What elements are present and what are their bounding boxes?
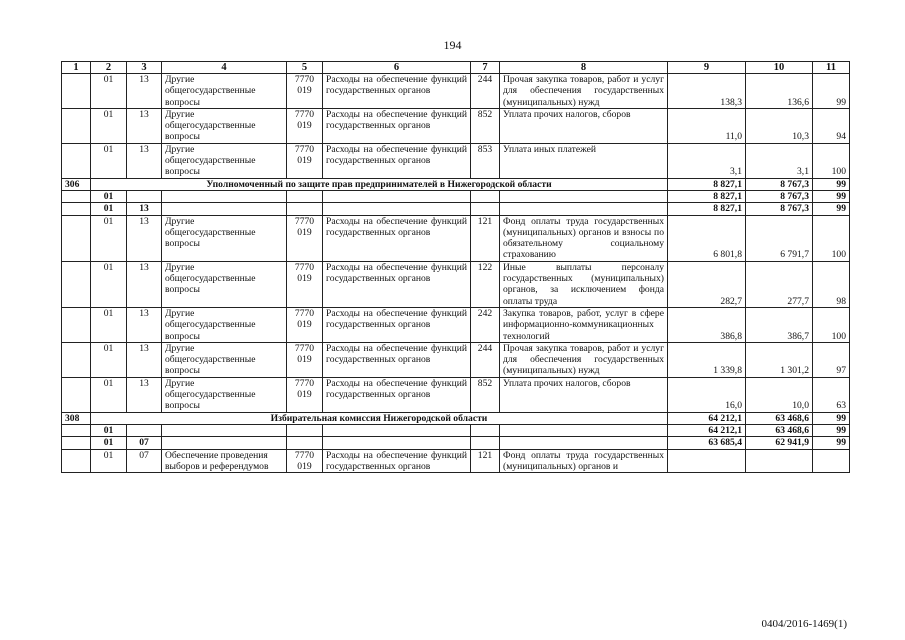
- cell-plan: 63 685,4: [668, 437, 746, 449]
- cell-col1: [62, 342, 91, 377]
- cell-percent: 99: [813, 74, 850, 109]
- cell-expense-type: 121: [471, 215, 500, 261]
- cell-subsection: 13: [127, 307, 162, 342]
- table-row: [62, 74, 850, 109]
- cell-actual: 8 767,3: [746, 178, 813, 190]
- table-row: [62, 307, 850, 342]
- cell-section-name: Другие общегосударственные вопросы: [162, 215, 287, 261]
- cell-empty: [287, 437, 323, 449]
- column-header: 9: [668, 62, 746, 74]
- cell-subsection: 07: [127, 449, 162, 473]
- table-row: [62, 215, 850, 261]
- cell-section: 01: [91, 143, 127, 178]
- cell-expense-type: 244: [471, 342, 500, 377]
- cell-actual: 3,1: [746, 143, 813, 178]
- cell-target-name: Расходы на обеспечение функций государственных органов: [323, 143, 471, 178]
- cell-percent: 63: [813, 377, 850, 412]
- cell-empty: [471, 190, 500, 202]
- cell-col1: [62, 190, 91, 202]
- table-row: [62, 261, 850, 307]
- cell-percent: 99: [813, 412, 850, 424]
- cell-section-name: Другие общегосударственные вопросы: [162, 307, 287, 342]
- cell-section: 01: [91, 261, 127, 307]
- cell-actual: 63 468,6: [746, 424, 813, 436]
- cell-expense-type: 852: [471, 377, 500, 412]
- cell-target-name: Расходы на обеспечение функций государственных органов: [323, 377, 471, 412]
- cell-plan: 11,0: [668, 108, 746, 143]
- cell-subsection: 13: [127, 108, 162, 143]
- table-row: [62, 190, 850, 202]
- cell-plan: 1 339,8: [668, 342, 746, 377]
- cell-section-name: Другие общегосударственные вопросы: [162, 261, 287, 307]
- cell-empty: [500, 203, 668, 215]
- cell-section: 01: [91, 108, 127, 143]
- cell-actual: 8 767,3: [746, 190, 813, 202]
- cell-empty: [500, 424, 668, 436]
- cell-target-code: 7770 019: [287, 307, 323, 342]
- cell-col1: [62, 307, 91, 342]
- cell-plan: 138,3: [668, 74, 746, 109]
- cell-actual: [746, 449, 813, 473]
- cell-expense-type: 853: [471, 143, 500, 178]
- column-header: 5: [287, 62, 323, 74]
- cell-expense-name: Прочая закупка товаров, работ и услуг для обеспечения государственных (муниципальных) нужд: [500, 74, 668, 109]
- cell-percent: 97: [813, 342, 850, 377]
- cell-empty: [162, 424, 287, 436]
- cell-empty: [287, 190, 323, 202]
- cell-actual: 386,7: [746, 307, 813, 342]
- cell-empty: [323, 437, 471, 449]
- cell-target-code: 7770 019: [287, 261, 323, 307]
- cell-plan: 8 827,1: [668, 203, 746, 215]
- document-code: 0404/2016-1469(1): [761, 618, 847, 630]
- cell-target-code: 7770 019: [287, 342, 323, 377]
- cell-expense-type: 121: [471, 449, 500, 473]
- column-header: 7: [471, 62, 500, 74]
- cell-col1: [62, 437, 91, 449]
- table-row: [62, 377, 850, 412]
- cell-plan: [668, 449, 746, 473]
- cell-col1: [62, 261, 91, 307]
- cell-section-name: Другие общегосударственные вопросы: [162, 377, 287, 412]
- cell-actual: 62 941,9: [746, 437, 813, 449]
- cell-col1: [62, 143, 91, 178]
- cell-section-name: Другие общегосударственные вопросы: [162, 143, 287, 178]
- cell-expense-name: Иные выплаты персоналу государственных (муниципальных) органов, за исключением фонда оплаты труда: [500, 261, 668, 307]
- cell-section: 01: [91, 342, 127, 377]
- cell-target-name: Расходы на обеспечение функций государственных органов: [323, 74, 471, 109]
- column-header: 10: [746, 62, 813, 74]
- cell-percent: 99: [813, 190, 850, 202]
- cell-col1: [62, 377, 91, 412]
- cell-actual: 10,0: [746, 377, 813, 412]
- cell-subsection: 13: [127, 74, 162, 109]
- cell-plan: 386,8: [668, 307, 746, 342]
- cell-expense-type: 244: [471, 74, 500, 109]
- cell-section: 01: [91, 437, 127, 449]
- cell-target-name: Расходы на обеспечение функций государственных органов: [323, 307, 471, 342]
- cell-empty: [471, 424, 500, 436]
- cell-org-title: Избирательная комиссия Нижегородской области: [91, 412, 668, 424]
- cell-subsection: [127, 424, 162, 436]
- cell-percent: 99: [813, 437, 850, 449]
- cell-plan: 3,1: [668, 143, 746, 178]
- column-header: 3: [127, 62, 162, 74]
- table-row: [62, 437, 850, 449]
- cell-actual: 277,7: [746, 261, 813, 307]
- cell-subsection: 13: [127, 261, 162, 307]
- cell-expense-type: 852: [471, 108, 500, 143]
- column-number-row: [62, 62, 850, 74]
- column-header: 1: [62, 62, 91, 74]
- cell-empty: [323, 424, 471, 436]
- cell-expense-name: Закупка товаров, работ, услуг в сфере информационно-коммуникационных технологий: [500, 307, 668, 342]
- cell-section: 01: [91, 307, 127, 342]
- cell-empty: [287, 424, 323, 436]
- cell-target-code: 7770 019: [287, 449, 323, 473]
- cell-subsection: 13: [127, 143, 162, 178]
- cell-target-code: 7770 019: [287, 108, 323, 143]
- cell-empty: [323, 203, 471, 215]
- column-header: 8: [500, 62, 668, 74]
- cell-actual: 136,6: [746, 74, 813, 109]
- cell-percent: 100: [813, 143, 850, 178]
- cell-plan: 6 801,8: [668, 215, 746, 261]
- cell-empty: [287, 203, 323, 215]
- cell-percent: 99: [813, 178, 850, 190]
- cell-expense-name: Уплата иных платежей: [500, 143, 668, 178]
- cell-percent: 99: [813, 424, 850, 436]
- cell-actual: 6 791,7: [746, 215, 813, 261]
- cell-section: 01: [91, 377, 127, 412]
- cell-actual: 10,3: [746, 108, 813, 143]
- cell-expense-name: Уплата прочих налогов, сборов: [500, 108, 668, 143]
- cell-section: 01: [91, 190, 127, 202]
- cell-target-code: 7770 019: [287, 143, 323, 178]
- column-header: 11: [813, 62, 850, 74]
- cell-percent: 100: [813, 215, 850, 261]
- cell-target-name: Расходы на обеспечение функций государственных органов: [323, 342, 471, 377]
- cell-empty: [500, 437, 668, 449]
- cell-col1: [62, 215, 91, 261]
- cell-subsection: 13: [127, 342, 162, 377]
- cell-plan: 64 212,1: [668, 424, 746, 436]
- cell-section: 01: [91, 203, 127, 215]
- column-header: 6: [323, 62, 471, 74]
- cell-section: 01: [91, 74, 127, 109]
- cell-empty: [500, 190, 668, 202]
- cell-empty: [162, 437, 287, 449]
- cell-plan: 8 827,1: [668, 190, 746, 202]
- cell-section: 01: [91, 449, 127, 473]
- cell-empty: [471, 437, 500, 449]
- cell-percent: 100: [813, 307, 850, 342]
- cell-subsection: 13: [127, 377, 162, 412]
- cell-plan: 282,7: [668, 261, 746, 307]
- cell-subsection: 07: [127, 437, 162, 449]
- cell-subsection: 13: [127, 203, 162, 215]
- cell-target-name: Расходы на обеспечение функций государственных органов: [323, 108, 471, 143]
- cell-target-name: Расходы на обеспечение функций государственных органов: [323, 215, 471, 261]
- cell-section: 01: [91, 424, 127, 436]
- cell-expense-type: 122: [471, 261, 500, 307]
- cell-col1: [62, 74, 91, 109]
- table-row: [62, 412, 850, 424]
- cell-empty: [471, 203, 500, 215]
- table-row: [62, 203, 850, 215]
- cell-subsection: 13: [127, 215, 162, 261]
- cell-expense-name: Фонд оплаты труда государственных (муниципальных) органов и взносы по обязательному социальному страхованию: [500, 215, 668, 261]
- cell-col1: [62, 449, 91, 473]
- cell-col1: [62, 203, 91, 215]
- cell-expense-type: 242: [471, 307, 500, 342]
- cell-subsection: [127, 190, 162, 202]
- cell-target-code: 7770 019: [287, 377, 323, 412]
- cell-target-name: Расходы на обеспечение функций государственных органов: [323, 449, 471, 473]
- cell-target-name: Расходы на обеспечение функций государственных органов: [323, 261, 471, 307]
- cell-section-name: Другие общегосударственные вопросы: [162, 342, 287, 377]
- cell-actual: 8 767,3: [746, 203, 813, 215]
- page-number: 194: [443, 38, 462, 52]
- cell-actual: 1 301,2: [746, 342, 813, 377]
- cell-org-code: 306: [62, 178, 91, 190]
- column-header: 4: [162, 62, 287, 74]
- column-header: 2: [91, 62, 127, 74]
- cell-col1: [62, 108, 91, 143]
- cell-org-title: Уполномоченный по защите прав предпринимателей в Нижегородской области: [91, 178, 668, 190]
- cell-plan: 64 212,1: [668, 412, 746, 424]
- table-row: [62, 178, 850, 190]
- table-row: [62, 424, 850, 436]
- cell-expense-name: Уплата прочих налогов, сборов: [500, 377, 668, 412]
- cell-percent: [813, 449, 850, 473]
- table-row: [62, 342, 850, 377]
- cell-col1: [62, 424, 91, 436]
- cell-percent: 99: [813, 203, 850, 215]
- cell-expense-name: Прочая закупка товаров, работ и услуг для обеспечения государственных (муниципальных) нужд: [500, 342, 668, 377]
- cell-target-code: 7770 019: [287, 74, 323, 109]
- cell-section: 01: [91, 215, 127, 261]
- cell-org-code: 308: [62, 412, 91, 424]
- cell-empty: [323, 190, 471, 202]
- cell-target-code: 7770 019: [287, 215, 323, 261]
- cell-empty: [162, 203, 287, 215]
- cell-actual: 63 468,6: [746, 412, 813, 424]
- table-row: [62, 108, 850, 143]
- cell-plan: 8 827,1: [668, 178, 746, 190]
- cell-section-name: Другие общегосударственные вопросы: [162, 108, 287, 143]
- cell-empty: [162, 190, 287, 202]
- table-row: [62, 143, 850, 178]
- cell-percent: 94: [813, 108, 850, 143]
- table-row: [62, 449, 850, 473]
- cell-expense-name: Фонд оплаты труда государственных (муниципальных) органов и: [500, 449, 668, 473]
- cell-section-name: Обеспечение проведения выборов и референдумов: [162, 449, 287, 473]
- budget-table: [61, 61, 850, 473]
- cell-section-name: Другие общегосударственные вопросы: [162, 74, 287, 109]
- cell-plan: 16,0: [668, 377, 746, 412]
- cell-percent: 98: [813, 261, 850, 307]
